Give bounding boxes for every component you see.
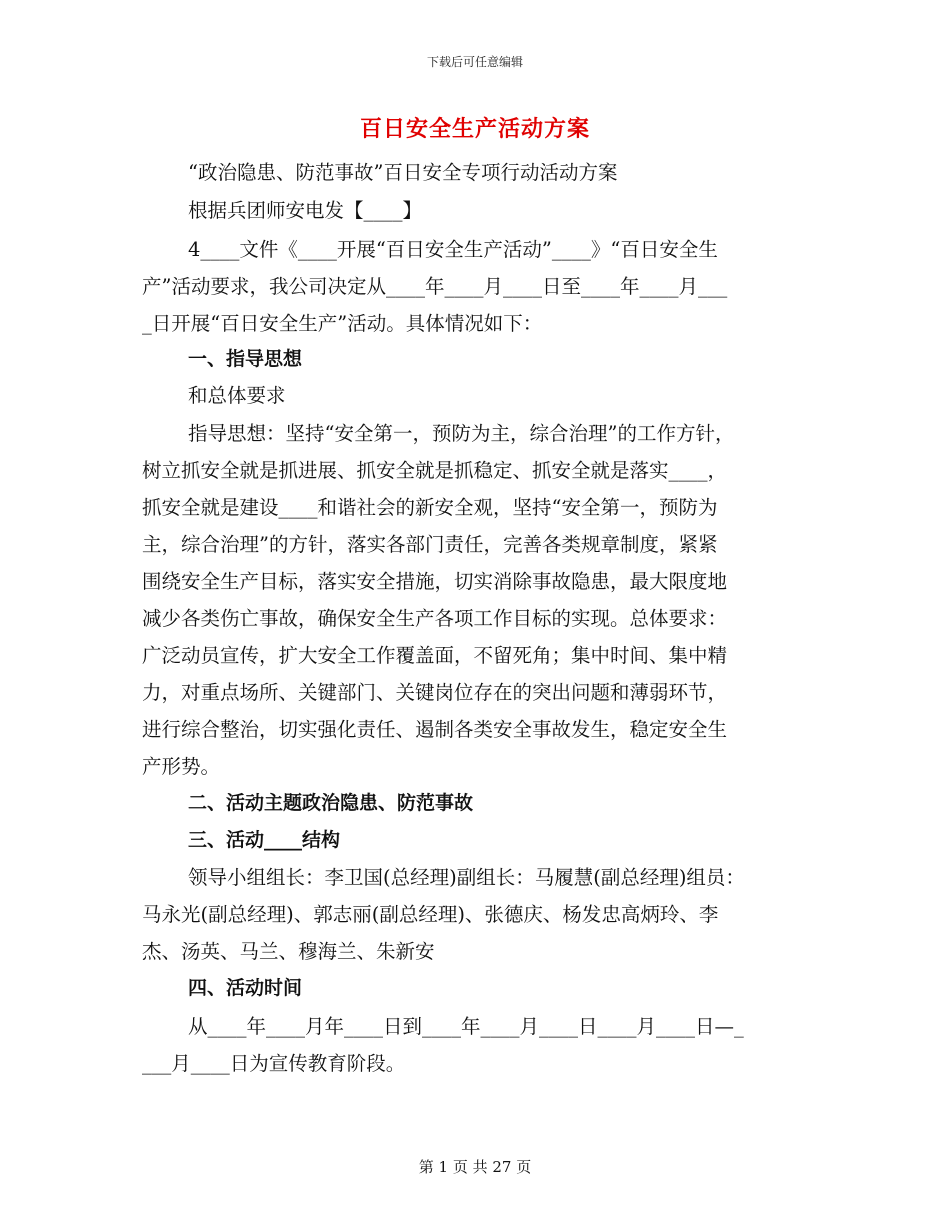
paragraph-line: 树立抓安全就是抓进展、抓安全就是抓稳定、抓安全就是落实____，: [142, 459, 728, 482]
paragraph-line: 指导思想：坚持“安全第一，预防为主，综合治理”的工作方针，: [188, 422, 735, 445]
paragraph-line: 马永光(副总经理)、郭志丽(副总经理)、张德庆、杨发忠高炳玲、李: [142, 903, 719, 926]
document-title: 百日安全生产活动方案: [359, 117, 590, 142]
paragraph-line: 和总体要求: [188, 384, 286, 407]
paragraph-line: 广泛动员宣传，扩大安全工作覆盖面，不留死角；集中时间、集中精: [142, 644, 728, 667]
section-heading: 二、活动主题政治隐患、防范事故: [188, 792, 474, 814]
header-note: 下载后可任意编辑: [426, 55, 523, 69]
paragraph-line: ___月____日为宣传教育阶段。: [142, 1052, 406, 1075]
paragraph-line: 力，对重点场所、关键部门、关键岗位存在的突出问题和薄弱环节，: [142, 681, 728, 704]
paragraph-line: 4____文件《____开展“百日安全生产活动”____》“百日安全生: [188, 238, 718, 261]
section-heading: 一、指导思想: [188, 348, 303, 370]
paragraph-line: 产形势。: [142, 755, 221, 778]
paragraph-line: 减少各类伤亡事故，确保安全生产各项工作目标的实现。总体要求：: [142, 607, 728, 630]
paragraph-line: 领导小组组长：李卫国(总经理)副组长：马履慧(副总经理)组员：: [188, 866, 745, 889]
paragraph-line: 主，综合治理”的方针，落实各部门责任，完善各类规章制度，紧紧: [142, 533, 718, 556]
paragraph-line: 根据兵团师安电发【____】: [188, 199, 423, 222]
paragraph-line: _日开展“百日安全生产”活动。具体情况如下：: [142, 312, 543, 335]
paragraph-line: 从____年____月年____日到____年____月____日____月____日—_: [188, 1015, 744, 1038]
paragraph-line: 杰、汤英、马兰、穆海兰、朱新安: [142, 940, 435, 963]
section-heading: 四、活动时间: [188, 977, 303, 999]
section-heading: 三、活动____结构: [188, 829, 341, 851]
paragraph-line: 产”活动要求，我公司决定从____年____月____日至____年____月___: [142, 275, 728, 298]
subtitle-line: “政治隐患、防范事故”百日安全专项行动活动方案: [188, 161, 618, 184]
paragraph-line: 围绕安全生产目标，落实安全措施，切实消除事故隐患，最大限度地: [142, 570, 728, 593]
page-footer: 第 1 页 共 27 页: [418, 1158, 532, 1176]
document-body: [142, 0, 810, 1230]
paragraph-line: 抓安全就是建设____和谐社会的新安全观，坚持“安全第一，预防为: [142, 496, 718, 519]
paragraph-line: 进行综合整治，切实强化责任、遏制各类安全事故发生，稳定安全生: [142, 718, 728, 741]
